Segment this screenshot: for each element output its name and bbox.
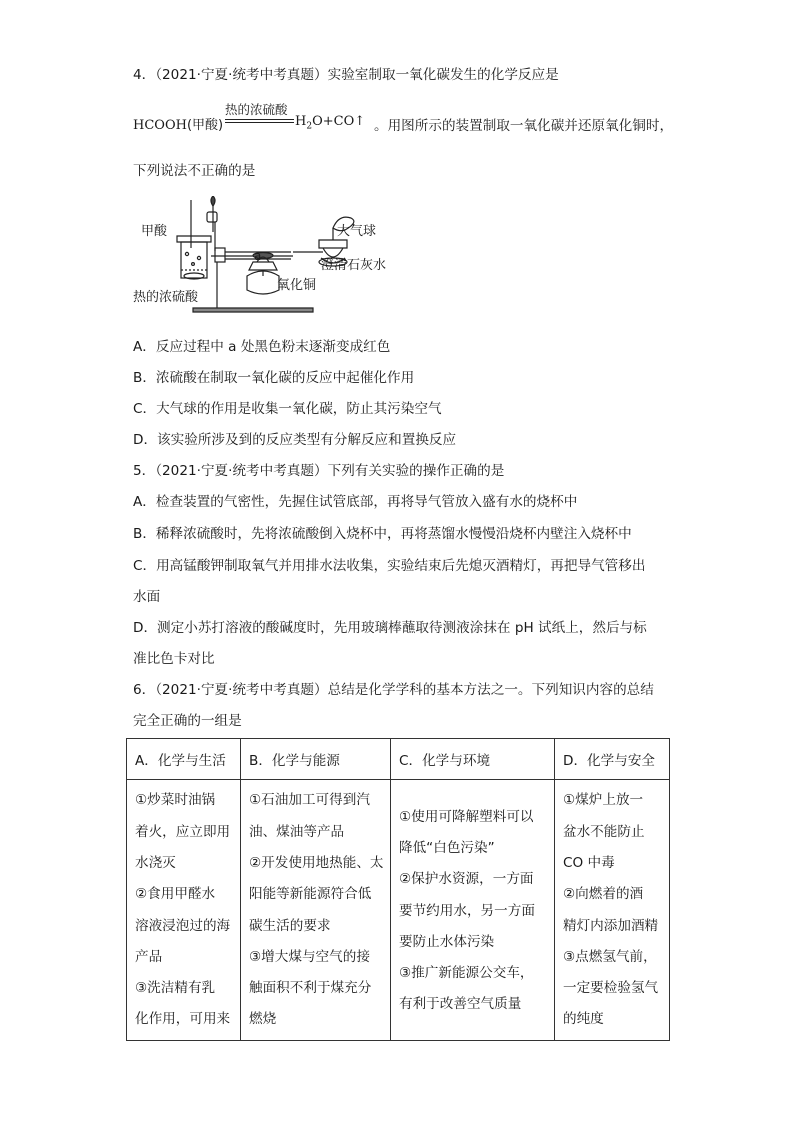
q5-stem: 5．（2021·宁夏·统考中考真题）下列有关实验的操作正确的是 — [133, 463, 505, 479]
cell-b-line: 触面积不利于煤充分 — [249, 980, 372, 996]
q4-stem-line2: 。用图所示的装置制取一氧化碳并还原氧化铜时， — [374, 118, 674, 134]
equation-equals-line-bottom — [225, 122, 294, 123]
cell-a-line: 溶液浸泡过的海 — [135, 918, 231, 934]
q4-option-d: D．该实验所涉及到的反应类型有分解反应和置换反应 — [133, 432, 457, 448]
cell-c-line: ③推广新能源公交车， — [399, 965, 534, 981]
cell-d-line: ③点燃氢气前， — [563, 949, 657, 965]
q4-stem-line1: 4．（2021·宁夏·统考中考真题）实验室制取一氧化碳发生的化学反应是 — [133, 67, 559, 83]
header-d-safety: D．化学与安全 — [555, 739, 670, 780]
apparatus-figure — [133, 196, 403, 316]
equation-products: $H_2O+CO↑$ — [295, 114, 366, 132]
cell-d-line: ②向燃着的酒 — [563, 886, 644, 902]
cell-c-line: ①使用可降解塑料可以 — [399, 809, 534, 825]
cell-a-line: ①炒菜时油锅 — [135, 792, 216, 808]
cell-b-line: 燃烧 — [249, 1011, 277, 1027]
q5-option-b: B．稀释浓硫酸时，先将浓硫酸倒入烧杯中，再将蒸馏水慢慢沿烧杯内壁注入烧杯中 — [133, 526, 632, 542]
q4-option-b: B．浓硫酸在制取一氧化碳的反应中起催化作用 — [133, 370, 415, 386]
q6-stem-line2: 完全正确的一组是 — [133, 713, 242, 729]
cell-a-line: 着火，应立即用 — [135, 824, 231, 840]
cell-c-line: 要防止水体污染 — [399, 934, 495, 950]
q5-option-a: A．检查装置的气密性，先握住试管底部，再将导气管放入盛有水的烧杯中 — [133, 494, 578, 510]
table-header-row — [127, 739, 670, 780]
cell-a-line: 产品 — [135, 949, 163, 965]
cell-c-line: 要节约用水，另一方面 — [399, 903, 535, 919]
cell-c — [391, 780, 555, 1041]
cell-d-line: 一定要检验氢气 — [563, 980, 659, 996]
header-a-life: A．化学与生活 — [127, 739, 241, 780]
cell-d-line: 的纯度 — [563, 1011, 604, 1027]
cell-d-line: 盆水不能防止 — [563, 824, 645, 840]
header-b-energy: B．化学与能源 — [241, 739, 391, 780]
equation-reactant: HCOOH(甲酸) — [133, 118, 224, 133]
cell-b-line: 阳能等新能源符合低 — [249, 886, 372, 902]
cell-a-line: 水浇灭 — [135, 855, 176, 871]
label-formic-acid: 甲酸 — [141, 224, 168, 239]
cell-a-line: ②食用甲醛水 — [135, 886, 216, 902]
cell-c-line: ②保护水资源，一方面 — [399, 871, 534, 887]
header-c-environment: C．化学与环境 — [391, 739, 555, 780]
cell-b-line: 碳生活的要求 — [249, 918, 331, 934]
cell-b-line: ②开发使用地热能、太 — [249, 855, 384, 871]
cell-b-line: ③增大煤与空气的接 — [249, 949, 370, 965]
label-point-a: a — [254, 249, 262, 263]
cell-b — [241, 780, 391, 1041]
q6-stem-line1: 6．（2021·宁夏·统考中考真题）总结是化学学科的基本方法之一。下列知识内容的总结 — [133, 682, 654, 698]
q4-equation — [133, 100, 693, 140]
cell-a-line: 化作用，可用来 — [135, 1011, 231, 1027]
cell-d-line: 精灯内添加酒精 — [563, 918, 659, 934]
q5-option-d-line1: D．测定小苏打溶液的酸碱度时，先用玻璃棒蘸取待测液涂抹在 pH 试纸上，然后与标 — [133, 620, 647, 636]
label-hot-sulfuric-acid: 热的浓硫酸 — [133, 290, 199, 305]
label-limewater: 澄清石灰水 — [321, 258, 387, 273]
equation-equals-line-top — [225, 119, 294, 120]
label-balloon: 大气球 — [337, 224, 377, 239]
cell-c-line: 降低“白色污染” — [399, 840, 495, 856]
q5-option-c-line1: C．用高锰酸钾制取氧气并用排水法收集，实验结束后先熄灭酒精灯，再把导气管移出 — [133, 558, 646, 574]
q4-option-a: A．反应过程中 a 处黑色粉末逐渐变成红色 — [133, 339, 391, 355]
equation-condition: 热的浓硫酸 — [225, 102, 288, 117]
cell-a — [127, 780, 241, 1041]
cell-b-line: 油、煤油等产品 — [249, 824, 345, 840]
cell-d-line: ①煤炉上放一 — [563, 792, 644, 808]
q5-option-c-line2: 水面 — [133, 589, 161, 605]
cell-a-line: ③洗洁精有乳 — [135, 980, 216, 996]
cell-d-line: CO 中毒 — [563, 855, 615, 871]
cell-d — [555, 780, 670, 1041]
label-copper-oxide: 氧化铜 — [277, 278, 317, 293]
table-body-row — [127, 780, 670, 1041]
cell-b-line: ①石油加工可得到汽 — [249, 792, 370, 808]
q4-stem-line3: 下列说法不正确的是 — [133, 163, 256, 179]
knowledge-summary-table — [126, 738, 670, 1041]
q5-option-d-line2: 准比色卡对比 — [133, 651, 215, 667]
q4-option-c: C．大气球的作用是收集一氧化碳，防止其污染空气 — [133, 401, 442, 417]
cell-c-line: 有利于改善空气质量 — [399, 996, 522, 1012]
